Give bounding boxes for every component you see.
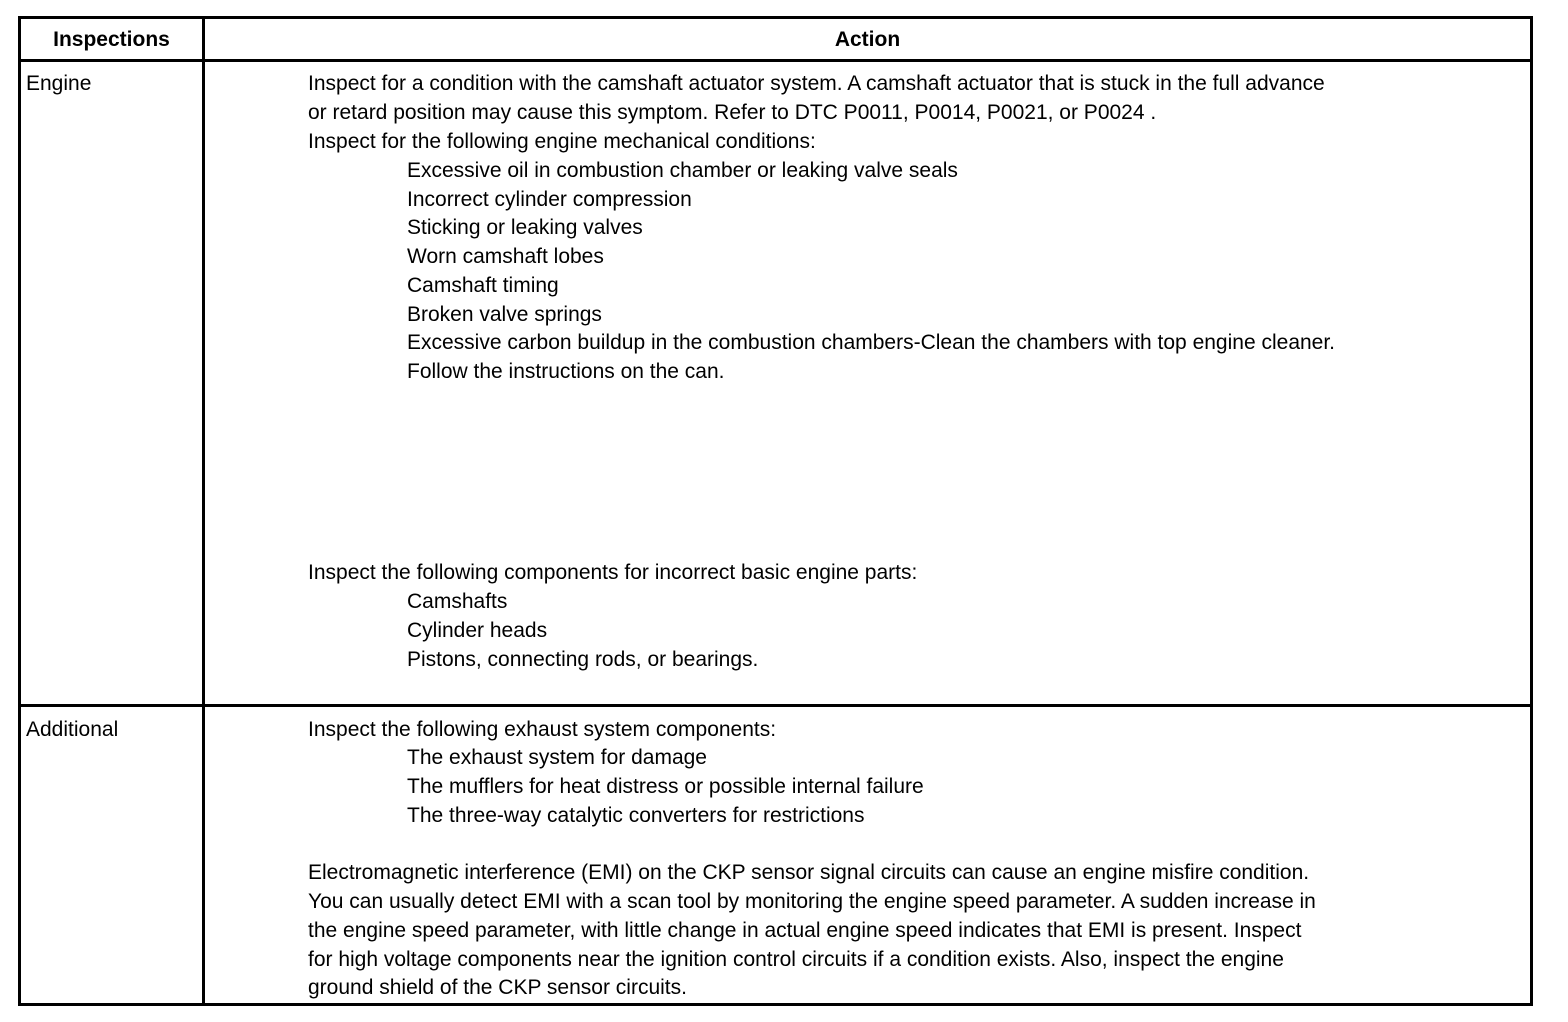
- list-item: Incorrect cylinder compression: [407, 188, 692, 211]
- emi-text-line: You can usually detect EMI with a scan tool by monitoring the engine speed parameter. A sudden increase in: [308, 890, 1316, 913]
- column-divider: [202, 19, 205, 1003]
- emi-text-line: the engine speed parameter, with little change in actual engine speed indicates that EMI is present. Inspect: [308, 919, 1302, 942]
- header-divider: [21, 59, 1530, 62]
- list-item: Pistons, connecting rods, or bearings.: [407, 648, 759, 671]
- emi-text-line: for high voltage components near the ignition control circuits if a condition exists. Also, inspect the engine: [308, 948, 1284, 971]
- list-item: The three-way catalytic converters for restrictions: [407, 804, 865, 827]
- header-action: Action: [834, 28, 901, 51]
- emi-text-line: ground shield of the CKP sensor circuits.: [308, 976, 687, 999]
- list-item: Camshaft timing: [407, 274, 559, 297]
- list-item: Camshafts: [407, 590, 508, 613]
- row-divider: [21, 704, 1530, 707]
- header-inspections: Inspections: [53, 28, 170, 51]
- exhaust-intro: Inspect the following exhaust system components:: [308, 718, 777, 741]
- list-item: The exhaust system for damage: [407, 746, 707, 769]
- emi-text-line: Electromagnetic interference (EMI) on the CKP sensor signal circuits can cause an engine misfire condition.: [308, 861, 1310, 884]
- inspection-table: [18, 16, 1533, 1006]
- list-item: Cylinder heads: [407, 619, 548, 642]
- list-item: Excessive carbon buildup in the combustion chambers-Clean the chambers with top engine cleaner.: [407, 331, 1336, 354]
- list-item: The mufflers for heat distress or possible internal failure: [407, 775, 924, 798]
- list-item: Worn camshaft lobes: [407, 245, 604, 268]
- mechanical-conditions-intro: Inspect for the following engine mechanical conditions:: [308, 130, 816, 153]
- list-item: Excessive oil in combustion chamber or leaking valve seals: [407, 159, 958, 182]
- row-label-additional: Additional: [26, 718, 119, 741]
- camshaft-text-line-1: Inspect for a condition with the camshaft actuator system. A camshaft actuator that is stuck in the full advance: [308, 72, 1325, 95]
- list-item: Follow the instructions on the can.: [407, 360, 725, 383]
- row-label-engine: Engine: [26, 72, 92, 95]
- engine-parts-intro: Inspect the following components for incorrect basic engine parts:: [308, 561, 918, 584]
- list-item: Broken valve springs: [407, 303, 602, 326]
- camshaft-text-line-2: or retard position may cause this symptom. Refer to DTC P0011, P0014, P0021, or P0024 .: [308, 101, 1157, 124]
- list-item: Sticking or leaking valves: [407, 216, 643, 239]
